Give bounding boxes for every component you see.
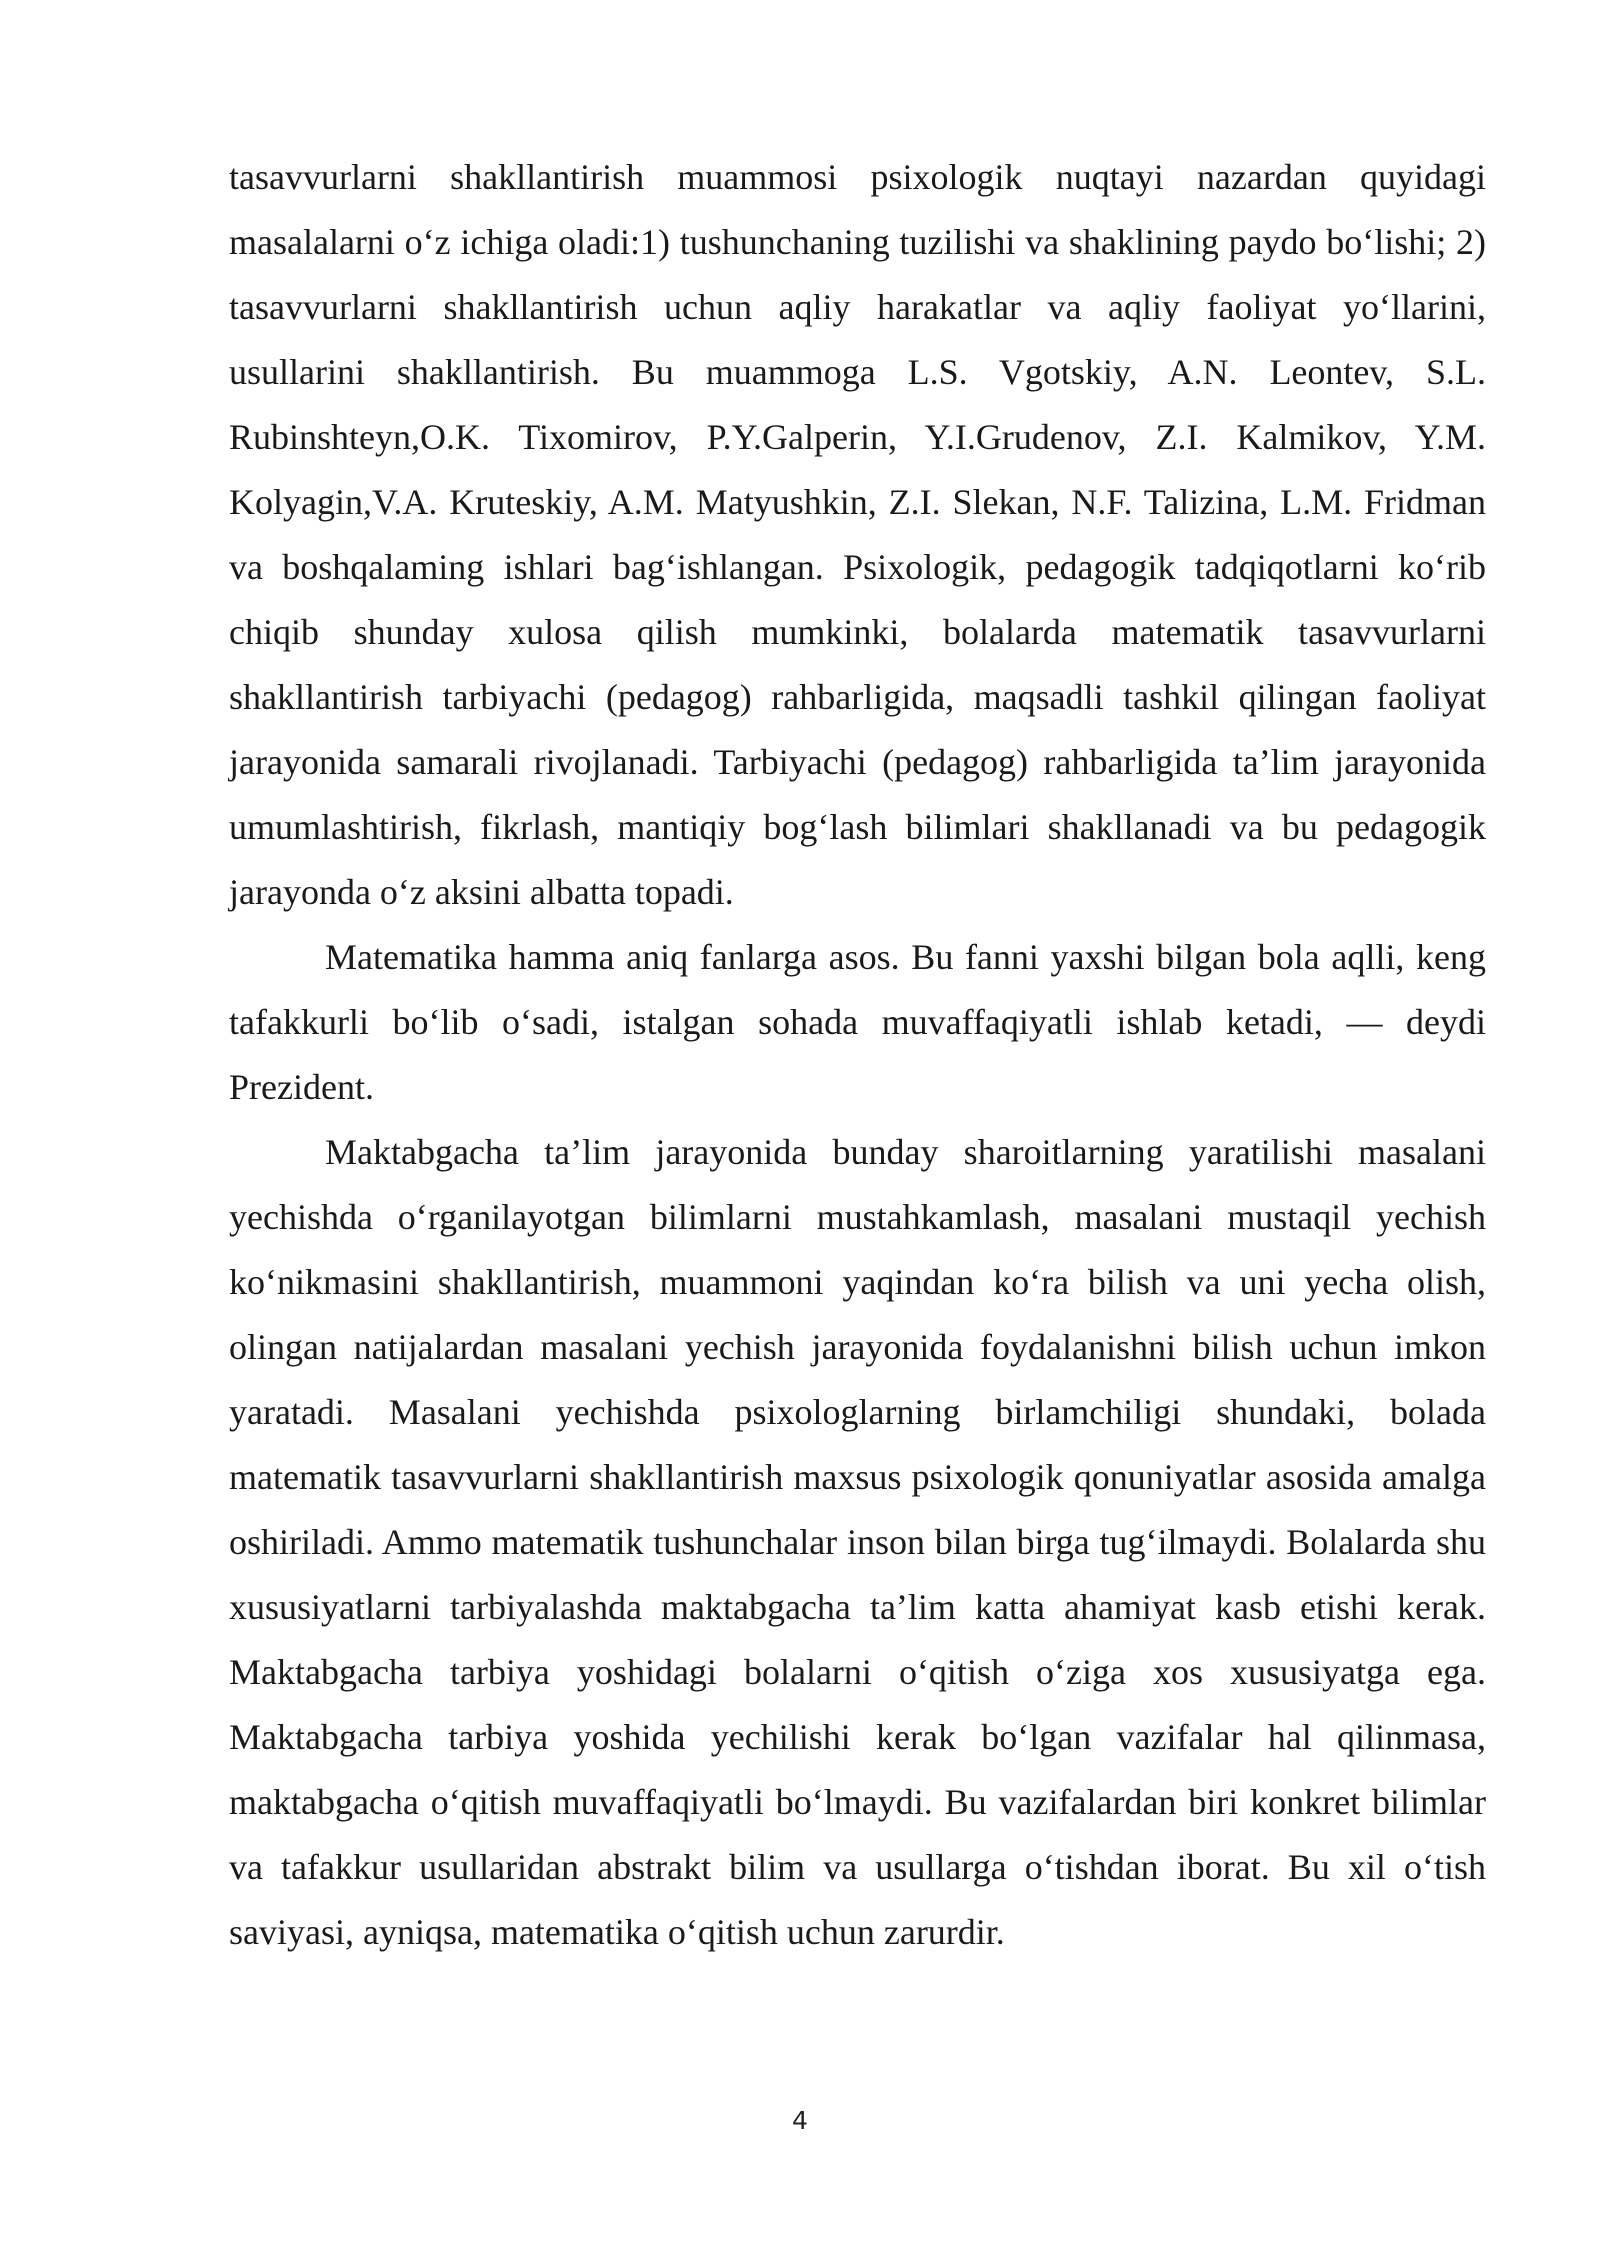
- paragraph-preschool-education: Maktabgacha ta’lim jarayonida bunday sharoitlarning yaratilishi masalani yechishda o‘rganilayotgan bilimlarni mustahkamlash, masalani mustaqil yechish ko‘nikmasini shakllantirish, muammoni yaqindan ko‘ra bilish va uni yecha olish, olingan natijalardan masalani yechish jarayonida foydalanishni bilish uchun imkon yaratadi. Masalani yechishda psixologlarning birlamchiligi shundaki, bolada matematik tasavvurlarni shakllantirish maxsus psixologik qonuniyatlar asosida amalga oshiriladi. Ammo matematik tushunchalar inson bilan birga tug‘ilmaydi. Bolalarda shu xususiyatlarni tarbiyalashda maktabgacha ta’lim katta ahamiyat kasb etishi kerak. Maktabgacha tarbiya yoshidagi bolalarni o‘qitish o‘ziga xos xususiyatga ega. Maktabgacha tarbiya yoshida yechilishi kerak bo‘lgan vazifalar hal qilinmasa, maktabgacha o‘qitish muvaffaqiyatli bo‘lmaydi. Bu vazifalardan biri konkret bilimlar va tafakkur usullaridan abstrakt bilim va usullarga o‘tishdan iborat. Bu xil o‘tish saviyasi, ayniqsa, matematika o‘qitish uchun zarurdir.: [229, 1132, 1486, 1952]
- paragraph-continuation: tasavvurlarni shakllantirish muammosi psixologik nuqtayi nazardan quyidagi masalalarni o‘z ichiga oladi:1) tushunchaning tuzilishi va shaklining paydo bo‘lishi; 2) tasavvurlarni shakllantirish uchun aqliy harakatlar va aqliy faoliyat yo‘llarini, usullarini shakllantirish. Bu muammoga L.S. Vgotskiy, A.N. Leontev, S.L. Rubinshteyn,O.K. Tixomirov, P.Y.Galperin, Y.I.Grudenov, Z.I. Kalmikov, Y.M. Kolyagin,V.A. Kruteskiy, A.M. Matyushkin, Z.I. Slekan, N.F. Talizina, L.M. Fridman va boshqalaming ishlari bag‘ishlangan. Psixologik, pedagogik tadqiqotlarni ko‘rib chiqib shunday xulosa qilish mumkinki, bolalarda matematik tasavvurlarni shakllantirish tarbiyachi (pedagog) rahbarligida, maqsadli tashkil qilingan faoliyat jarayonida samarali rivojlanadi. Tarbiyachi (pedagog) rahbarligida ta’lim jarayonida umumlashtirish, fikrlash, mantiqiy bog‘lash bilimlari shakllanadi va bu pedagogik jarayonda o‘z aksini albatta topadi.: [229, 157, 1486, 912]
- page-number: 4: [792, 2106, 808, 2135]
- body-text: [229, 145, 1486, 1965]
- paragraph-president-quote: Matematika hamma aniq fanlarga asos. Bu fanni yaxshi bilgan bola aqlli, keng tafakkurli bo‘lib o‘sadi, istalgan sohada muvaffaqiyatli ishlab ketadi, — deydi Prezident.: [229, 937, 1486, 1107]
